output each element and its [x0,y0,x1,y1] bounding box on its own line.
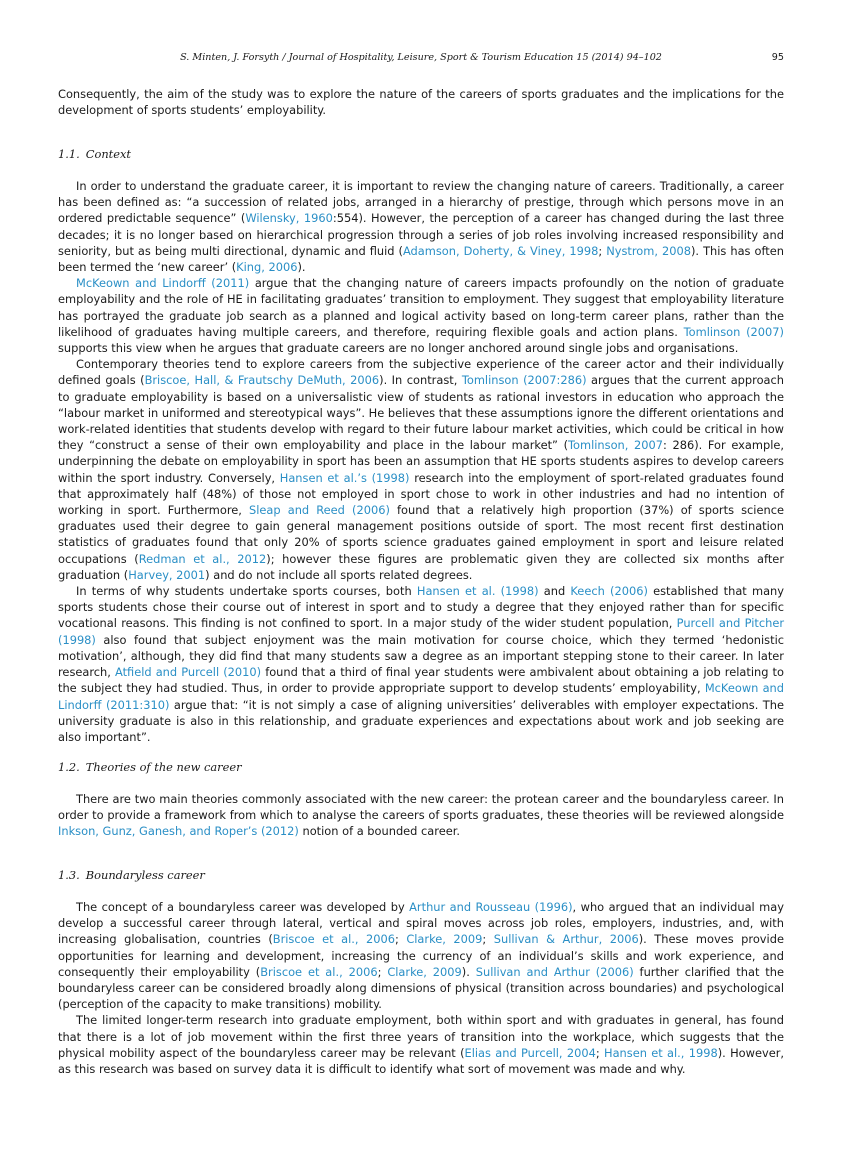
citation-link[interactable]: Briscoe, Hall, & Frautschy DeMuth, 2006 [144,373,380,388]
paragraph [58,899,784,1012]
citation-link[interactable]: Briscoe et al., 2006 [272,932,395,947]
section-title: Theories of the new career [85,760,242,774]
citation-link[interactable]: Atfield and Purcell (2010) [114,665,262,680]
text-run: The concept of a boundaryless career was developed by [76,900,410,914]
text-run: supports this view when he argues that graduate careers are no longer anchored around single jobs and organisations. [58,341,739,356]
text-run: ); however these figures are problematic given they are collected six months after graduation ( [58,551,784,582]
text-run: ). These moves provide opportunities for learning and development, increasing the currency of an individual’s skills and work experience, and consequently their employability ( [58,932,784,979]
text-run: : 286). For example, underpinning the debate on employability in sport has been an assumption that HE sports students aspires to develop careers within the sport industry. Conversely, [58,438,784,485]
citation-link[interactable]: Keech (2006) [570,584,648,599]
citation-link[interactable]: Elias and Purcell, 2004 [464,1045,596,1060]
citation-link[interactable]: Harvey, 2001 [128,567,206,582]
citation-link[interactable]: Tomlinson, 2007 [568,438,664,453]
citation-link[interactable]: Purcell and Pitcher (1998) [58,616,785,647]
text-run: ) and do not include all sports related degrees. [205,567,473,582]
paragraph [58,178,784,275]
citation-link[interactable]: Redman et al., 2012 [138,551,267,566]
section-1-1-body [58,178,784,745]
section-1-2-heading [58,759,784,775]
text-run: argue that the changing nature of careers impacts profoundly on the notion of graduate employability and the role of HE in facilitating graduates’ transition to employment. They suggest that employability literature has portrayed the graduate job search as a planned and logical activity based on long-term career plans, rather than the likelihood of graduates having multiple careers, and therefore, requiring flexible goals and action plans. [58,276,784,339]
citation-link[interactable]: Arthur and Rousseau (1996) [409,900,573,914]
section-1-1-heading [58,146,784,162]
text-run: argues that the current approach to graduate employability is based on a universalistic view of students as rational investors in education who approach the “labour market in uniformed and stereotypical ways”. He believes that these assumptions ignore the different orientations and work-related identities that students develop with regard to their future labour market activities, which could be critical in how they “construct a sense of their own employability and place in the labour market” ( [58,373,784,453]
text-run: ; [377,964,388,979]
text-run: research into the employment of sport-related graduates found that approximately half (48%) of those not employed in sport chose to work in other industries and had no intention of working in sport. Furthermore, [58,470,784,518]
text-run: , who argued that an individual may develop a successful career through lateral, vertical and spiral moves across job roles, employers, industries, and, with increasing globalisation, countries ( [58,900,784,947]
citation-link[interactable]: Clarke, 2009 [387,964,462,979]
citation-link[interactable]: King, 2006 [236,260,298,275]
intro-block [58,86,784,118]
text-run: In order to understand the graduate career, it is important to review the changing nature of careers. Traditionally, a career has been defined as: “a succession of related jobs, arranged in a hierarchy of prestige, through which persons move in an ordered predictable sequence” ( [58,179,784,226]
paragraph [58,1012,784,1077]
text-run: ; [598,243,607,258]
text-run: ; [394,932,407,947]
text-run: There are two main theories commonly associated with the new career: the protean career and the boundaryless career. In order to provide a framework from which to analyse the careers of sports graduates, these theories will be reviewed alongside [58,792,784,823]
text-run: ). However, as this research was based on survey data it is difficult to identify what sort of movement was made and why. [58,1045,785,1077]
section-number: 1.3. [58,868,80,882]
running-head [58,52,784,68]
text-run: found that a third of final year students were ambivalent about obtaining a job relating to the subject they had studied. Thus, in order to provide appropriate support to develop students’ employability, [58,665,784,696]
citation-link[interactable]: McKeown and Lindorff (2011:310) [58,681,784,712]
citation-link[interactable]: Nystrom, 2008 [606,243,691,258]
text-run: argue that: “it is not simply a case of aligning universities’ deliverables with employer expectations. The university graduate is also in this relationship, and graduate experiences and expectations about work and job seeking are also important”. [58,697,784,744]
citation-link[interactable]: Tomlinson (2007) [683,324,784,339]
citation-link[interactable]: Tomlinson (2007:286) [461,373,587,388]
citation-link[interactable]: Hansen et al. (1998) [416,584,539,599]
citation-link[interactable]: McKeown and Lindorff (2011) [76,276,250,291]
citation-link[interactable]: Sullivan & Arthur, 2006 [493,932,639,947]
text-run: ; [482,932,494,947]
section-number: 1.1. [58,147,80,161]
text-run: established that many sports students chose their course out of interest in sport and to study a degree that they enjoyed rather than for specific vocational reasons. This finding is not confined to sport. In a major study of the wider student population, [58,584,785,631]
intro-paragraph: Consequently, the aim of the study was to explore the nature of the careers of sports graduates and the implications for the development of sports students’ employability. [58,87,784,118]
citation-link[interactable]: Wilensky, 1960 [245,211,333,226]
text-run: notion of a bounded career. [298,824,460,839]
text-run: The limited longer-term research into graduate employment, both within sport and with graduates in general, has found that there is a lot of job movement within the first three years of transition into the workplace, which suggests that the physical mobility aspect of the boundaryless career may be relevant ( [58,1013,784,1060]
citation-link[interactable]: Clarke, 2009 [406,932,483,947]
section-1-2-body [58,791,784,840]
text-run: ). This has often been termed the ‘new career’ ( [58,243,784,275]
text-run: and [538,584,571,599]
paragraph [58,356,784,583]
section-1-3-heading [58,867,784,883]
text-run: found that a relatively high proportion (37%) of sports science graduates used their degree to gain general management positions outside of sport. The most recent first destination statistics of graduates found that only 20% of sports science graduates gained employment in sport and leisure related occupations ( [58,503,784,566]
citation-link[interactable]: Adamson, Doherty, & Viney, 1998 [402,243,599,258]
citation-link[interactable]: Hansen et al.’s (1998) [279,470,410,485]
text-run: ; [595,1045,605,1060]
text-run: also found that subject enjoyment was the main motivation for course choice, which they termed ‘hedonistic motivation’, although, they did find that many students saw a degree as an important stepping stone to their career. In later research, [58,632,784,680]
journal-citation: S. Minten, J. Forsyth / Journal of Hospitality, Leisure, Sport & Tourism Education 15 (2014) 94–102 [180,52,662,63]
citation-link[interactable]: Briscoe et al., 2006 [260,964,378,979]
text-run: Contemporary theories tend to explore careers from the subjective experience of the career actor and their individually defined goals ( [58,357,784,388]
text-run: In terms of why students undertake sports courses, both [76,584,417,599]
citation-link[interactable]: Inkson, Gunz, Ganesh, and Roper’s (2012) [58,824,299,839]
citation-link[interactable]: Sullivan and Arthur (2006) [475,964,634,979]
section-title: Context [85,147,131,161]
paragraph [58,583,784,745]
citation-link[interactable]: Hansen et al., 1998 [604,1045,718,1060]
text-run: :554). However, the perception of a career has changed during the last three decades; it is no longer based on hierarchical progression through a series of job roles involving increased responsibility and seniority, but as being multi directional, dynamic and fluid ( [58,211,784,258]
text-run: further clarified that the boundaryless career can be considered broadly along dimensions of physical (transition across boundaries) and psychological (perception of the capacity to make transitions) mobility. [58,964,784,1012]
citation-link[interactable]: Sleap and Reed (2006) [249,503,390,518]
page-number: 95 [771,52,784,63]
section-title: Boundaryless career [85,868,205,882]
text-run: ). [297,260,306,275]
paragraph [58,275,784,356]
paragraph [58,791,784,840]
section-1-3-body [58,899,784,1077]
text-run: ). In contrast, [379,373,462,388]
text-run: ). [461,964,476,979]
section-number: 1.2. [58,760,80,774]
